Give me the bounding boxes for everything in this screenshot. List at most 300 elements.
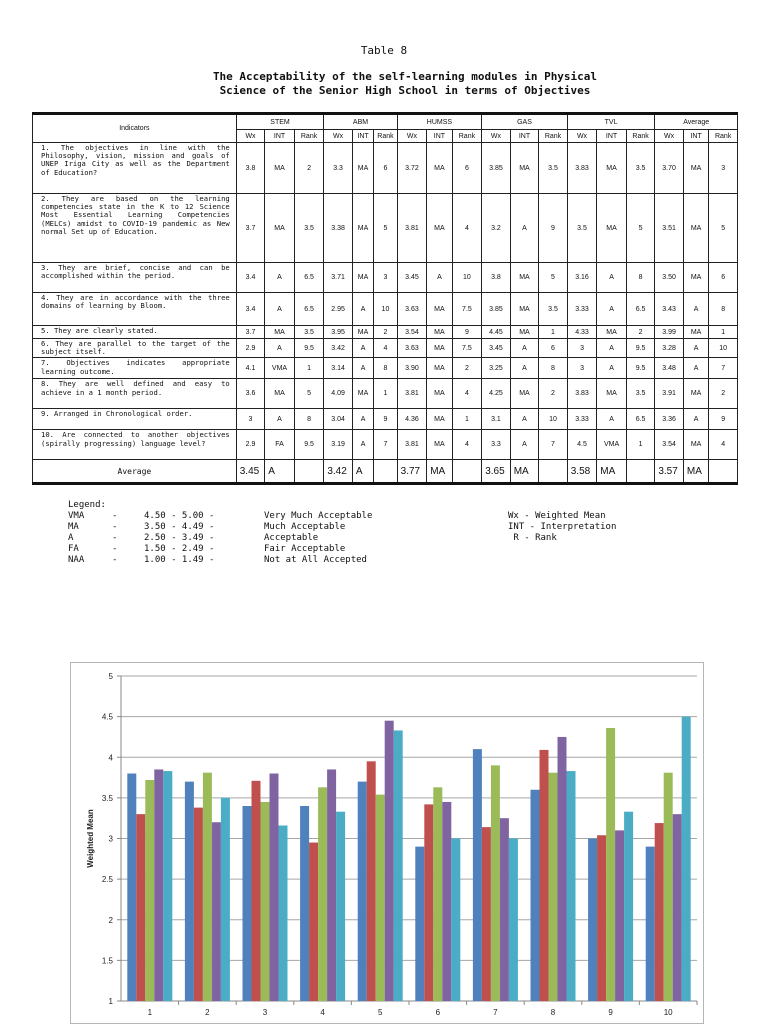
average-value-cell: MA <box>510 460 539 484</box>
average-value-cell: 3.65 <box>482 460 511 484</box>
legend-range: 4.50 - 5.00 - <box>144 511 215 521</box>
value-cell: MA <box>427 379 452 409</box>
subheader-int: INT <box>510 130 539 143</box>
group-header-abm: ABM <box>324 114 397 130</box>
value-cell: 3.5 <box>626 379 655 409</box>
value-cell: 4 <box>452 379 482 409</box>
value-cell: 3.3 <box>482 430 511 460</box>
value-cell: MA <box>427 358 452 379</box>
value-cell: MA <box>352 263 373 293</box>
bar <box>212 822 221 1001</box>
average-row <box>33 460 738 484</box>
objectives-table <box>32 112 738 485</box>
value-cell: MA <box>427 194 452 263</box>
value-cell: 3.83 <box>567 379 597 409</box>
value-cell: A <box>683 409 708 430</box>
indicator-cell: 3. They are brief, concise and can be accomplished within the period. <box>33 263 237 293</box>
table-row <box>33 194 738 263</box>
value-cell: 3.7 <box>236 326 265 339</box>
bar <box>615 830 624 1001</box>
value-cell: MA <box>510 379 539 409</box>
value-cell: 8 <box>374 358 397 379</box>
value-cell: 3.1 <box>482 409 511 430</box>
legend-entry <box>68 511 648 522</box>
title-line-1: The Acceptability of the self-learning modules in Physical <box>212 70 598 83</box>
bar <box>682 717 691 1001</box>
average-value-cell: 3.57 <box>655 460 684 484</box>
value-cell: 4.36 <box>397 409 427 430</box>
subheader-int: INT <box>265 130 295 143</box>
bar <box>185 782 194 1001</box>
legend-dash: - <box>112 511 118 521</box>
legend-entry <box>68 555 648 566</box>
value-cell: A <box>510 358 539 379</box>
average-value-cell: 3.77 <box>397 460 427 484</box>
bar <box>415 847 424 1001</box>
value-cell: 3.04 <box>324 409 353 430</box>
value-cell: 9 <box>452 326 482 339</box>
x-tick-label: 5 <box>377 1008 383 1017</box>
value-cell: MA <box>597 326 627 339</box>
y-tick-label: 2.5 <box>101 875 113 885</box>
value-cell: MA <box>265 143 295 194</box>
value-cell: 3.42 <box>324 339 353 358</box>
group-header-stem: STEM <box>236 114 324 130</box>
value-cell: 3.4 <box>236 293 265 326</box>
bar <box>491 765 500 1001</box>
value-cell: A <box>352 339 373 358</box>
bar <box>376 795 385 1001</box>
value-cell: 7.5 <box>452 339 482 358</box>
legend-entry <box>68 544 648 555</box>
value-cell: MA <box>510 326 539 339</box>
value-cell: 9 <box>539 194 568 263</box>
value-cell: A <box>597 339 627 358</box>
value-cell: 3.19 <box>324 430 353 460</box>
indicators-header: Indicators <box>33 114 237 143</box>
bar <box>588 839 597 1002</box>
bar <box>424 804 433 1001</box>
average-value-cell: MA <box>427 460 452 484</box>
value-cell: 4.1 <box>236 358 265 379</box>
y-tick-label: 4.5 <box>101 712 113 722</box>
value-cell: 7 <box>539 430 568 460</box>
table-row <box>33 326 738 339</box>
value-cell: 4.25 <box>482 379 511 409</box>
value-cell: A <box>265 409 295 430</box>
value-cell: 5 <box>626 194 655 263</box>
legend-dash: - <box>112 555 118 565</box>
indicator-cell: 8. They are well defined and easy to achieve in a 1 month period. <box>33 379 237 409</box>
value-cell: 2.95 <box>324 293 353 326</box>
legend-abbr: R - Rank <box>508 533 557 543</box>
value-cell: 3.33 <box>567 293 597 326</box>
legend-meaning: Much Acceptable <box>264 522 346 532</box>
value-cell: MA <box>352 194 373 263</box>
value-cell: 3.45 <box>482 339 511 358</box>
value-cell: 8 <box>626 263 655 293</box>
bar <box>442 802 451 1001</box>
bar <box>473 749 482 1001</box>
legend-heading: Legend: <box>68 500 106 510</box>
subheader-int: INT <box>597 130 627 143</box>
x-tick-label: 10 <box>663 1008 673 1017</box>
value-cell: 3 <box>236 409 265 430</box>
subheader-rank: Rank <box>374 130 397 143</box>
value-cell: MA <box>683 379 708 409</box>
value-cell: MA <box>427 143 452 194</box>
value-cell: 5 <box>374 194 397 263</box>
value-cell: 3.63 <box>397 339 427 358</box>
indicator-cell: 4. They are in accordance with the three domains of learning by Bloom. <box>33 293 237 326</box>
value-cell: 3.54 <box>397 326 427 339</box>
value-cell: 3.38 <box>324 194 353 263</box>
value-cell: 3.5 <box>539 293 568 326</box>
legend-range: 1.50 - 2.49 - <box>144 544 215 554</box>
average-value-cell: A <box>265 460 295 484</box>
bar <box>194 808 203 1001</box>
group-header-humss: HUMSS <box>397 114 482 130</box>
value-cell: 10 <box>709 339 738 358</box>
value-cell: A <box>352 293 373 326</box>
value-cell: 9.5 <box>626 339 655 358</box>
value-cell: A <box>352 409 373 430</box>
legend-entry <box>68 533 648 544</box>
value-cell: 9.5 <box>626 358 655 379</box>
legend-code: MA <box>68 522 79 532</box>
value-cell: 8 <box>294 409 324 430</box>
subheader-wx: Wx <box>567 130 597 143</box>
value-cell: 4.5 <box>567 430 597 460</box>
value-cell: 3.43 <box>655 293 684 326</box>
value-cell: MA <box>352 143 373 194</box>
bar <box>606 728 615 1001</box>
bar <box>385 721 394 1001</box>
subheader-rank: Rank <box>709 130 738 143</box>
value-cell: 4 <box>452 194 482 263</box>
table-row <box>33 358 738 379</box>
bar <box>531 790 540 1001</box>
value-cell: 2 <box>709 379 738 409</box>
value-cell: 3.5 <box>626 143 655 194</box>
legend-abbr <box>508 544 648 555</box>
value-cell: 2.9 <box>236 339 265 358</box>
value-cell: 7.5 <box>452 293 482 326</box>
value-cell: MA <box>265 326 295 339</box>
value-cell: 3.3 <box>324 143 353 194</box>
table-row <box>33 379 738 409</box>
bar <box>279 826 288 1002</box>
bar <box>358 782 367 1001</box>
legend-meaning: Not at All Accepted <box>264 555 367 565</box>
indicator-cell: 1. The objectives in line with the Philosophy, vision, mission and goals of UNEP Iriga City as well as the Department of Education? <box>33 143 237 194</box>
value-cell: 3.72 <box>397 143 427 194</box>
value-cell: 1 <box>709 326 738 339</box>
bar <box>482 827 491 1001</box>
y-tick-label: 4 <box>108 753 113 763</box>
subheader-wx: Wx <box>324 130 353 143</box>
y-tick-label: 2 <box>108 915 113 925</box>
value-cell: MA <box>352 379 373 409</box>
bar <box>624 812 633 1001</box>
y-axis-label: Weighted Mean <box>86 809 95 868</box>
value-cell: 7 <box>709 358 738 379</box>
bar <box>451 839 460 1002</box>
legend-abbr: INT - Interpretation <box>508 522 617 532</box>
value-cell: MA <box>510 293 539 326</box>
indicator-cell: 5. They are clearly stated. <box>33 326 237 339</box>
bar <box>203 773 212 1001</box>
group-header-average: Average <box>655 114 738 130</box>
value-cell: MA <box>427 293 452 326</box>
value-cell: A <box>352 430 373 460</box>
subheader-rank: Rank <box>626 130 655 143</box>
bar <box>646 847 655 1001</box>
table-title <box>150 70 660 98</box>
legend-entry <box>68 522 648 533</box>
bar <box>509 839 518 1002</box>
bar <box>221 798 230 1001</box>
value-cell: 3.14 <box>324 358 353 379</box>
x-tick-label: 4 <box>320 1008 325 1017</box>
value-cell: MA <box>597 379 627 409</box>
y-tick-label: 3.5 <box>101 793 113 803</box>
legend-range: 3.50 - 4.49 - <box>144 522 215 532</box>
value-cell: MA <box>265 194 295 263</box>
weighted-mean-chart <box>70 662 704 1024</box>
value-cell: A <box>597 263 627 293</box>
average-value-cell: 3.45 <box>236 460 265 484</box>
value-cell: 4 <box>374 339 397 358</box>
legend-dash: - <box>112 533 118 543</box>
indicator-cell: 6. They are parallel to the target of the subject itself. <box>33 339 237 358</box>
average-value-cell: MA <box>597 460 627 484</box>
value-cell: 2 <box>294 143 324 194</box>
value-cell: 3.50 <box>655 263 684 293</box>
value-cell: 4 <box>452 430 482 460</box>
subheader-int: INT <box>683 130 708 143</box>
value-cell: 8 <box>539 358 568 379</box>
value-cell: 6 <box>374 143 397 194</box>
value-cell: 2 <box>539 379 568 409</box>
value-cell: VMA <box>265 358 295 379</box>
chart-svg <box>71 663 703 1023</box>
value-cell: 6 <box>539 339 568 358</box>
value-cell: 10 <box>374 293 397 326</box>
table-row <box>33 409 738 430</box>
value-cell: 4.33 <box>567 326 597 339</box>
value-cell: 3.5 <box>567 194 597 263</box>
bar <box>558 737 567 1001</box>
legend-abbr: Wx - Weighted Mean <box>508 511 606 521</box>
value-cell: 3.70 <box>655 143 684 194</box>
average-value-cell <box>294 460 324 484</box>
value-cell: 6 <box>452 143 482 194</box>
average-value-cell: A <box>352 460 373 484</box>
table-row <box>33 263 738 293</box>
legend-range: 2.50 - 3.49 - <box>144 533 215 543</box>
average-value-cell <box>374 460 397 484</box>
bar <box>567 771 576 1001</box>
x-tick-label: 9 <box>608 1008 613 1017</box>
legend-dash: - <box>112 522 118 532</box>
value-cell: 9.5 <box>294 339 324 358</box>
bar <box>154 769 163 1001</box>
value-cell: 9 <box>374 409 397 430</box>
indicator-cell: 9. Arranged in Chronological order. <box>33 409 237 430</box>
value-cell: 2 <box>452 358 482 379</box>
bar <box>433 787 442 1001</box>
bar <box>367 761 376 1001</box>
value-cell: 3.85 <box>482 293 511 326</box>
value-cell: 3.5 <box>539 143 568 194</box>
group-header-gas: GAS <box>482 114 568 130</box>
table-row <box>33 143 738 194</box>
value-cell: 3 <box>567 358 597 379</box>
legend-code: NAA <box>68 555 85 565</box>
value-cell: 6.5 <box>626 409 655 430</box>
legend-dash: - <box>112 544 118 554</box>
value-cell: A <box>597 293 627 326</box>
value-cell: 3.28 <box>655 339 684 358</box>
value-cell: 3.48 <box>655 358 684 379</box>
value-cell: 1 <box>452 409 482 430</box>
value-cell: MA <box>683 143 708 194</box>
value-cell: 4 <box>709 430 738 460</box>
bar <box>261 802 270 1001</box>
value-cell: 6.5 <box>294 293 324 326</box>
average-value-cell <box>709 460 738 484</box>
title-line-2: Science of the Senior High School in terms of Objectives <box>219 84 591 97</box>
bar <box>243 806 252 1001</box>
value-cell: 2 <box>374 326 397 339</box>
value-cell: 6 <box>709 263 738 293</box>
table-row <box>33 430 738 460</box>
value-cell: 3.7 <box>236 194 265 263</box>
bar <box>145 780 154 1001</box>
value-cell: MA <box>683 194 708 263</box>
value-cell: MA <box>510 143 539 194</box>
value-cell: A <box>352 358 373 379</box>
value-cell: 4.45 <box>482 326 511 339</box>
y-tick-label: 1 <box>108 997 113 1006</box>
value-cell: A <box>510 194 539 263</box>
subheader-int: INT <box>427 130 452 143</box>
bar <box>270 774 279 1002</box>
value-cell: A <box>510 430 539 460</box>
value-cell: 3.83 <box>567 143 597 194</box>
average-value-cell: 3.42 <box>324 460 353 484</box>
x-tick-label: 2 <box>205 1008 210 1017</box>
value-cell: 1 <box>294 358 324 379</box>
value-cell: A <box>683 339 708 358</box>
value-cell: A <box>265 339 295 358</box>
bar <box>309 843 318 1001</box>
bar <box>327 769 336 1001</box>
value-cell: A <box>510 339 539 358</box>
value-cell: MA <box>427 339 452 358</box>
legend-code: VMA <box>68 511 85 521</box>
value-cell: 10 <box>539 409 568 430</box>
value-cell: 1 <box>374 379 397 409</box>
table-caption: Table 8 <box>360 44 408 57</box>
value-cell: MA <box>683 263 708 293</box>
value-cell: 3.51 <box>655 194 684 263</box>
bar <box>664 773 673 1001</box>
indicator-cell: 2. They are based on the learning competencies state in the K to 12 Science Most Essential Learning Competencies (MELCs) amidst to COVID-19 pandemic as New normal Set up of Education. <box>33 194 237 263</box>
value-cell: 3.95 <box>324 326 353 339</box>
table-row <box>33 293 738 326</box>
average-value-cell <box>452 460 482 484</box>
value-cell: 6.5 <box>626 293 655 326</box>
value-cell: 3.90 <box>397 358 427 379</box>
value-cell: A <box>597 409 627 430</box>
x-tick-label: 7 <box>493 1008 498 1017</box>
value-cell: 1 <box>626 430 655 460</box>
value-cell: 1 <box>539 326 568 339</box>
value-cell: MA <box>427 326 452 339</box>
legend-meaning: Very Much Acceptable <box>264 511 373 521</box>
bar <box>300 806 309 1001</box>
value-cell: MA <box>265 379 295 409</box>
value-cell: MA <box>352 326 373 339</box>
value-cell: 3.8 <box>236 143 265 194</box>
value-cell: 3.36 <box>655 409 684 430</box>
average-value-cell: MA <box>683 460 708 484</box>
value-cell: A <box>597 358 627 379</box>
subheader-wx: Wx <box>655 130 684 143</box>
objectives-table-container <box>32 112 738 485</box>
bar <box>163 771 172 1001</box>
bar <box>336 812 345 1001</box>
value-cell: MA <box>683 430 708 460</box>
value-cell: 3 <box>567 339 597 358</box>
table-row <box>33 339 738 358</box>
value-cell: 3.81 <box>397 194 427 263</box>
bar <box>500 818 509 1001</box>
average-value-cell: 3.58 <box>567 460 597 484</box>
value-cell: MA <box>683 326 708 339</box>
subheader-rank: Rank <box>294 130 324 143</box>
value-cell: FA <box>265 430 295 460</box>
bar <box>597 835 606 1001</box>
value-cell: 3.71 <box>324 263 353 293</box>
subheader-rank: Rank <box>539 130 568 143</box>
bar <box>673 814 682 1001</box>
value-cell: 7 <box>374 430 397 460</box>
table-body <box>33 143 738 484</box>
value-cell: 3.25 <box>482 358 511 379</box>
value-cell: 3.85 <box>482 143 511 194</box>
value-cell: 3.4 <box>236 263 265 293</box>
value-cell: 2.9 <box>236 430 265 460</box>
value-cell: 3.91 <box>655 379 684 409</box>
value-cell: MA <box>597 143 627 194</box>
value-cell: 3.81 <box>397 379 427 409</box>
value-cell: MA <box>427 409 452 430</box>
bar <box>540 750 549 1001</box>
value-cell: 3.6 <box>236 379 265 409</box>
value-cell: MA <box>510 263 539 293</box>
subheader-int: INT <box>352 130 373 143</box>
value-cell: 3.54 <box>655 430 684 460</box>
value-cell: 10 <box>452 263 482 293</box>
y-tick-label: 5 <box>108 672 113 681</box>
legend-meaning: Fair Acceptable <box>264 544 346 554</box>
x-tick-label: 1 <box>147 1008 153 1017</box>
x-tick-label: 6 <box>435 1008 441 1017</box>
legend-code: FA <box>68 544 79 554</box>
